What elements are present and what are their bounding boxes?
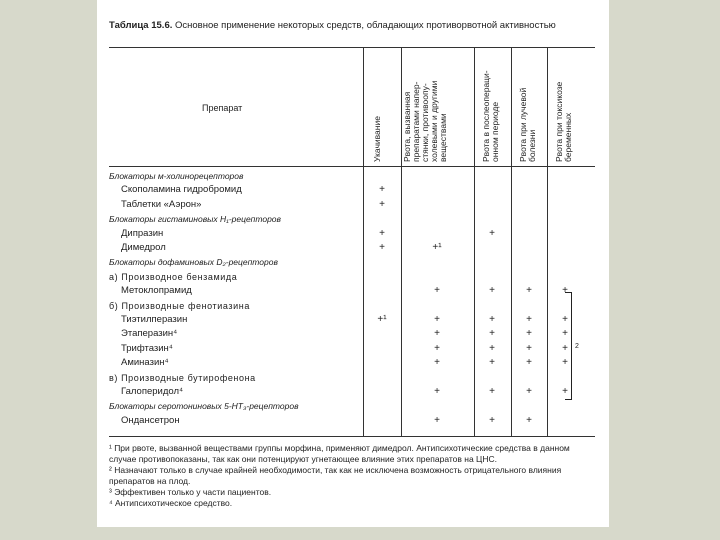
subgroup-label: б) Производные фенотиазина — [109, 300, 250, 311]
table-mark: + — [526, 386, 532, 397]
table-mark: + — [526, 328, 532, 340]
pregnancy-bracket — [565, 292, 572, 400]
drug-label: Димедрол — [121, 242, 166, 253]
table-mark: + — [526, 357, 532, 369]
group-label: Блокаторы гистаминовых H₁-рецепторов — [109, 214, 281, 225]
column-header-postoperative: Рвота в послеопераци- онном периоде — [481, 70, 500, 162]
table-mark: + — [489, 386, 495, 397]
drug-label: Таблетки «Аэрон» — [121, 198, 202, 210]
drug-label: Ондансетрон — [121, 414, 180, 426]
table-mark: + — [489, 357, 495, 369]
document-page — [97, 0, 609, 527]
table-mark: +¹ — [377, 314, 387, 325]
table-number: Таблица 15.6. — [109, 20, 173, 31]
table-mark: + — [434, 314, 440, 325]
table-mark: + — [562, 357, 568, 369]
group-label: Блокаторы серотониновых 5-HT₃-рецепторов — [109, 401, 299, 412]
column-header-pregnancy: Рвота при токсикозе беременных — [554, 81, 573, 162]
subgroup-label: а) Производное бензамида — [109, 271, 238, 282]
table-mark: + — [434, 386, 440, 397]
table-mark: + — [562, 328, 568, 340]
table-mark: + — [379, 198, 385, 210]
column-header-drug-induced: Рвота, вызванная препаратами напер- стянки, противоопу- холевыми и другими веществами — [402, 80, 448, 162]
table-mark: + — [489, 227, 495, 239]
table-mark: + — [562, 342, 568, 354]
table-mark: + — [379, 242, 385, 253]
preparation-header: Препарат — [202, 103, 243, 113]
table-mark: +¹ — [432, 242, 442, 253]
table-mark: + — [434, 285, 440, 297]
group-label: Блокаторы м-холинорецепторов — [109, 171, 244, 181]
table-mark: + — [489, 342, 495, 354]
footnote: ³ Эффективен только у части пациентов. — [109, 487, 272, 497]
drug-label: Аминазин⁴ — [121, 357, 169, 369]
bracket-footnote-ref: 2 — [575, 343, 579, 350]
top-rule — [109, 47, 595, 48]
table-mark: + — [434, 357, 440, 369]
drug-label: Метоклопрамид — [121, 285, 192, 297]
drug-label: Дипразин — [121, 227, 164, 239]
table-mark: + — [526, 342, 532, 354]
table-mark: + — [379, 184, 385, 196]
table-caption — [109, 20, 597, 31]
table-mark: + — [489, 285, 495, 297]
table-mark: + — [434, 342, 440, 354]
table-mark: + — [562, 285, 568, 297]
table-title: Основное применение некоторых средств, обладающих противорвотной активностью — [175, 20, 556, 31]
column-divider — [474, 47, 475, 436]
footnote: ¹ При рвоте, вызванной веществами группы морфина, применяют димедрол. Антипсихотические средства в данном случае противопоказаны, так как они потенцируют угнетающее влияние этих препаратов на ЦНС. — [109, 443, 570, 464]
table-mark: + — [489, 414, 495, 426]
table-mark: + — [434, 328, 440, 340]
drug-label: Трифтазин⁴ — [121, 342, 173, 354]
header-rule — [109, 166, 595, 167]
group-label: Блокаторы дофаминовых D₂-рецепторов — [109, 257, 278, 268]
footnote: ² Назначают только в случае крайней необходимости, так как не исключена возможность отрицательного влияния препаратов на плод. — [109, 465, 562, 486]
drug-label: Галоперидол⁴ — [121, 386, 184, 397]
drug-label: Тиэтилперазин — [121, 314, 188, 325]
table-mark: + — [526, 314, 532, 325]
drug-label: Этаперазин⁴ — [121, 328, 178, 340]
column-header-motion-sickness: Укачивание — [372, 116, 382, 162]
table-mark: + — [526, 285, 532, 297]
table-mark: + — [489, 328, 495, 340]
table-mark: + — [379, 227, 385, 239]
table-mark: + — [562, 386, 568, 397]
drug-label: Скополамина гидробромид — [121, 184, 242, 196]
column-header-radiation: Рвота при лучевой болезни — [518, 87, 537, 162]
column-divider — [511, 47, 512, 436]
table-mark: + — [434, 414, 440, 426]
bottom-rule — [109, 436, 595, 437]
table-mark: + — [562, 314, 568, 325]
table-mark: + — [489, 314, 495, 325]
footnote: ⁴ Антипсихотическое средство. — [109, 498, 233, 508]
subgroup-label: в) Производные бутирофенона — [109, 372, 256, 383]
table-mark: + — [526, 414, 532, 426]
footnotes — [109, 443, 597, 509]
column-divider — [547, 47, 548, 436]
